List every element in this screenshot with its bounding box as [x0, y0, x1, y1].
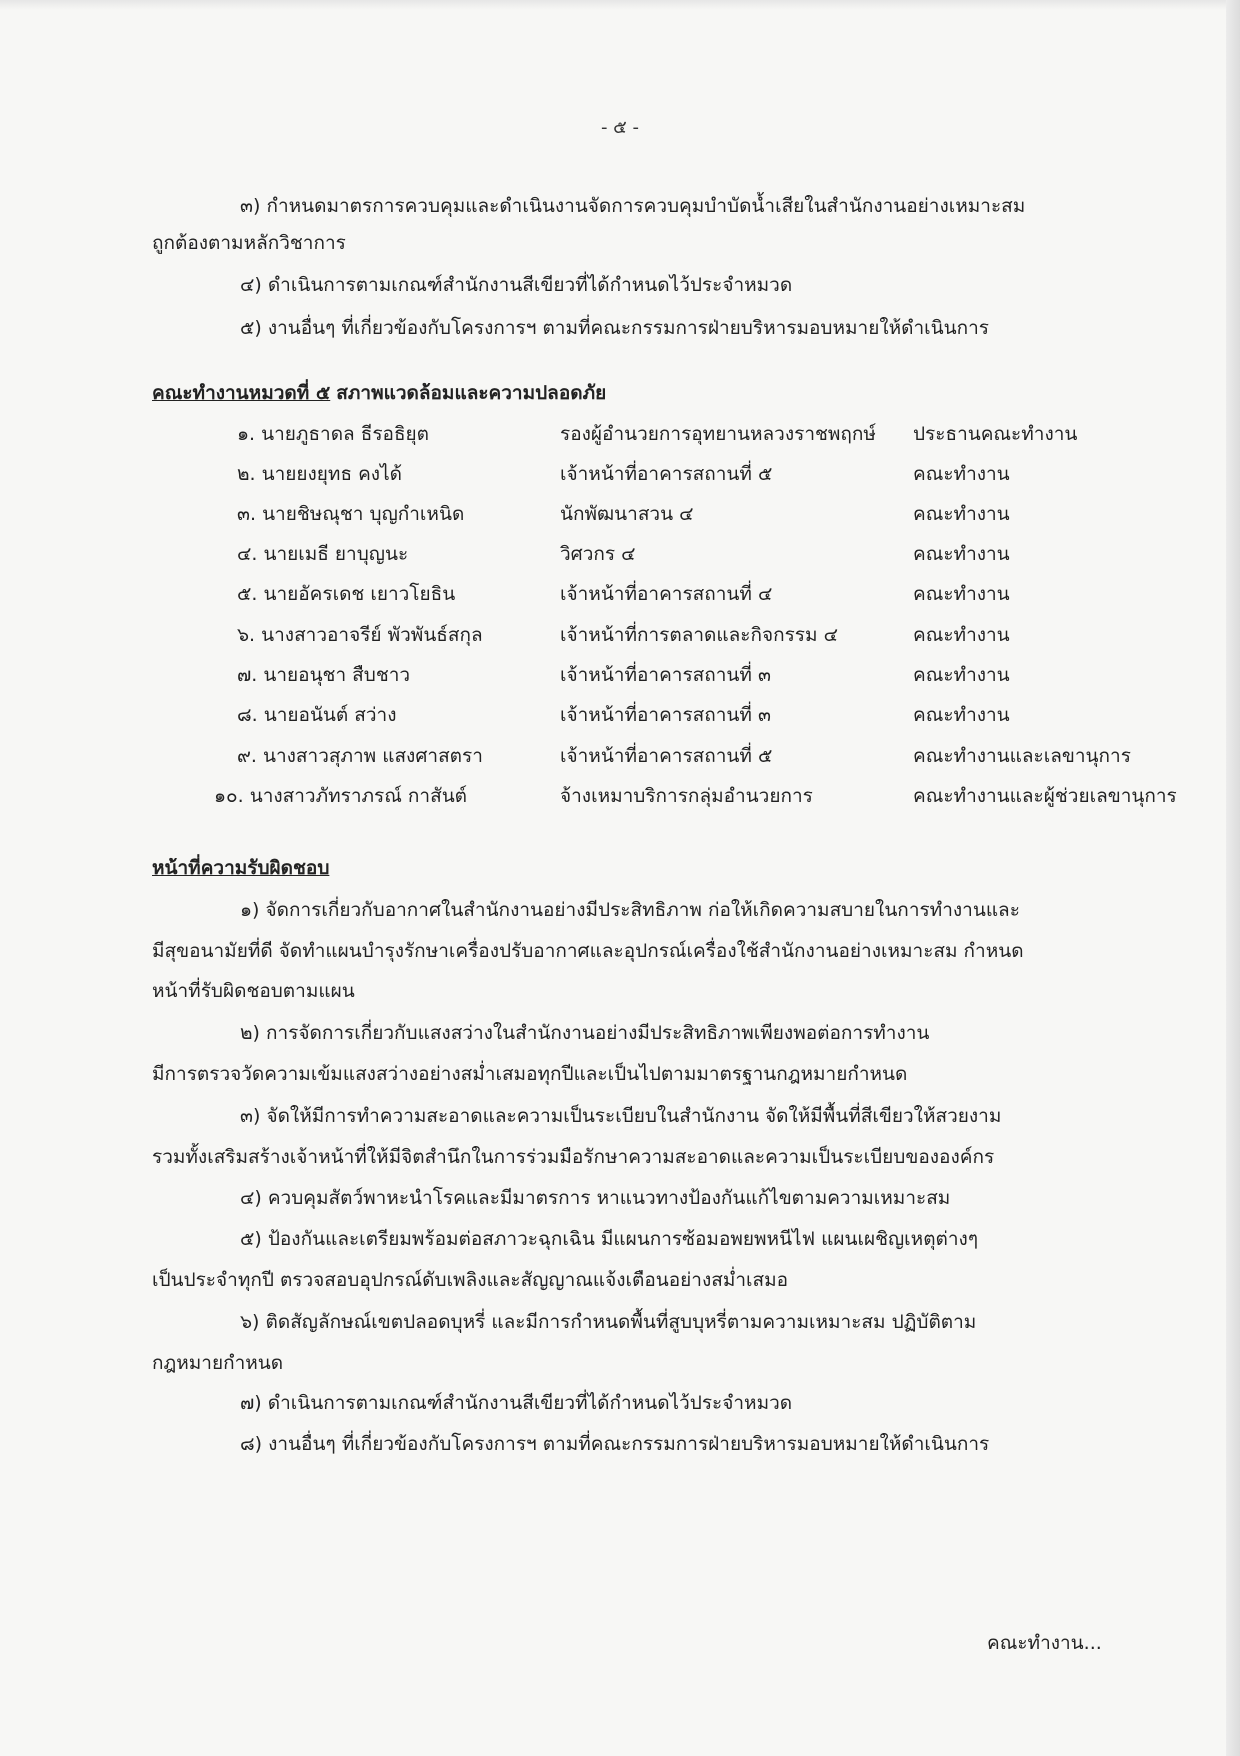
scan-edge-top: [0, 0, 1240, 10]
continuation-footer: คณะทำงาน...: [987, 1632, 1102, 1654]
member-name: ๙. นางสาวสุภาพ แสงศาสตรา: [237, 745, 483, 767]
duty-line: ๗) ดำเนินการตามเกณฑ์สำนักงานสีเขียวที่ได้กำหนดไว้ประจำหมวด: [240, 1392, 793, 1414]
duty-line: ๕) ป้องกันและเตรียมพร้อมต่อสภาวะฉุกเฉิน มีแผนการซ้อมอพยพหนีไฟ แผนเผชิญเหตุต่างๆ: [240, 1228, 979, 1250]
member-row: [0, 743, 1240, 773]
member-position: วิศวกร ๔: [560, 543, 636, 565]
member-role: คณะทำงาน: [913, 704, 1010, 726]
duty-line: มีสุขอนามัยที่ดี จัดทำแผนบำรุงรักษาเครื่องปรับอากาศและอุปกรณ์เครื่องใช้สำนักงานอย่างเหมาะสม กำหนด: [152, 940, 1024, 962]
member-position: เจ้าหน้าที่อาคารสถานที่ ๓: [560, 704, 771, 726]
member-role: คณะทำงาน: [913, 503, 1010, 525]
committee-heading-title: สภาพแวดล้อมและความปลอดภัย: [336, 382, 607, 404]
section4-item4: ๔) ดำเนินการตามเกณฑ์สำนักงานสีเขียวที่ได้กำหนดไว้ประจำหมวด: [240, 274, 793, 296]
member-name: ๔. นายเมธี ยาบุญนะ: [237, 543, 409, 565]
duty-line: ๖) ติดสัญลักษณ์เขตปลอดบุหรี่ และมีการกำหนดพื้นที่สูบบุหรี่ตามความเหมาะสม ปฏิบัติตาม: [240, 1311, 977, 1333]
duty-line: กฎหมายกำหนด: [152, 1352, 284, 1374]
member-name: ๖. นางสาวอาจรีย์ พัวพันธ์สกุล: [237, 624, 483, 646]
member-row: [0, 461, 1240, 491]
member-name: ๘. นายอนันต์ สว่าง: [237, 704, 397, 726]
member-position: นักพัฒนาสวน ๔: [560, 503, 694, 525]
duty-line: ๒) การจัดการเกี่ยวกับแสงสว่างในสำนักงานอย่างมีประสิทธิภาพเพียงพอต่อการทำงาน: [240, 1022, 930, 1044]
duty-line: ๓) จัดให้มีการทำความสะอาดและความเป็นระเบียบในสำนักงาน จัดให้มีพื้นที่สีเขียวให้สวยงาม: [240, 1105, 1002, 1127]
duty-line: หน้าที่รับผิดชอบตามแผน: [152, 980, 355, 1002]
member-name: ๗. นายอนุชา สืบชาว: [237, 664, 411, 686]
section4-item5: ๕) งานอื่นๆ ที่เกี่ยวข้องกับโครงการฯ ตามที่คณะกรรมการฝ่ายบริหารมอบหมายให้ดำเนินการ: [240, 317, 989, 339]
duty-line: ๔) ควบคุมสัตว์พาหะนำโรคและมีมาตรการ หาแนวทางป้องกันแก้ไขตามความเหมาะสม: [240, 1187, 951, 1209]
member-role: คณะทำงาน: [913, 624, 1010, 646]
section4-item3-line2: ถูกต้องตามหลักวิชาการ: [152, 232, 346, 254]
duty-line: รวมทั้งเสริมสร้างเจ้าหน้าที่ให้มีจิตสำนึกในการร่วมมือรักษาความสะอาดและความเป็นระเบียบขององค์กร: [152, 1146, 995, 1168]
member-role: คณะทำงาน: [913, 463, 1010, 485]
member-position: เจ้าหน้าที่อาคารสถานที่ ๕: [560, 745, 773, 767]
member-position: เจ้าหน้าที่อาคารสถานที่ ๔: [560, 583, 773, 605]
page-number: - ๕ -: [600, 117, 640, 138]
member-role: คณะทำงานและผู้ช่วยเลขานุการ: [913, 785, 1177, 807]
member-role: คณะทำงาน: [913, 543, 1010, 565]
member-name: ๓. นายชิษณุชา บุญกำเหนิด: [237, 503, 465, 525]
member-role: ประธานคณะทำงาน: [913, 423, 1078, 445]
member-row: [0, 622, 1240, 652]
member-name: ๑. นายภูธาดล ธีรอธิยุต: [237, 423, 430, 445]
member-row: [0, 501, 1240, 531]
duties-heading: หน้าที่ความรับผิดชอบ: [152, 857, 330, 879]
member-row: [0, 541, 1240, 571]
member-role: คณะทำงาน: [913, 583, 1010, 605]
member-row: [0, 702, 1240, 732]
committee-heading-number: คณะทำงานหมวดที่ ๕: [152, 382, 331, 404]
member-position: เจ้าหน้าที่อาคารสถานที่ ๓: [560, 664, 771, 686]
member-row: [0, 421, 1240, 451]
member-position: รองผู้อำนวยการอุทยานหลวงราชพฤกษ์: [560, 423, 876, 445]
member-name: ๒. นายยงยุทธ คงได้: [237, 463, 402, 485]
member-role: คณะทำงาน: [913, 664, 1010, 686]
member-name: ๕. นายอัครเดช เยาวโยธิน: [237, 583, 456, 605]
member-role: คณะทำงานและเลขานุการ: [913, 745, 1131, 767]
committee-heading: [152, 380, 1240, 406]
member-position: จ้างเหมาบริการกลุ่มอำนวยการ: [560, 785, 813, 807]
duty-line: เป็นประจำทุกปี ตรวจสอบอุปกรณ์ดับเพลิงและสัญญาณแจ้งเตือนอย่างสม่ำเสมอ: [152, 1269, 789, 1291]
member-row: [0, 783, 1240, 813]
duty-line: มีการตรวจวัดความเข้มแสงสว่างอย่างสม่ำเสมอทุกปีและเป็นไปตามมาตรฐานกฎหมายกำหนด: [152, 1063, 908, 1085]
member-row: [0, 581, 1240, 611]
member-name: ๑๐. นางสาวภัทราภรณ์ กาสันต์: [214, 785, 468, 807]
member-position: เจ้าหน้าที่การตลาดและกิจกรรม ๔: [560, 624, 838, 646]
duty-line: ๘) งานอื่นๆ ที่เกี่ยวข้องกับโครงการฯ ตามที่คณะกรรมการฝ่ายบริหารมอบหมายให้ดำเนินการ: [240, 1433, 990, 1455]
duty-line: ๑) จัดการเกี่ยวกับอากาศในสำนักงานอย่างมีประสิทธิภาพ ก่อให้เกิดความสบายในการทำงานและ: [240, 899, 1020, 921]
section4-item3-line1: ๓) กำหนดมาตรการควบคุมและดำเนินงานจัดการควบคุมบำบัดน้ำเสียในสำนักงานอย่างเหมาะสม: [240, 195, 1026, 217]
member-row: [0, 662, 1240, 692]
member-position: เจ้าหน้าที่อาคารสถานที่ ๕: [560, 463, 773, 485]
